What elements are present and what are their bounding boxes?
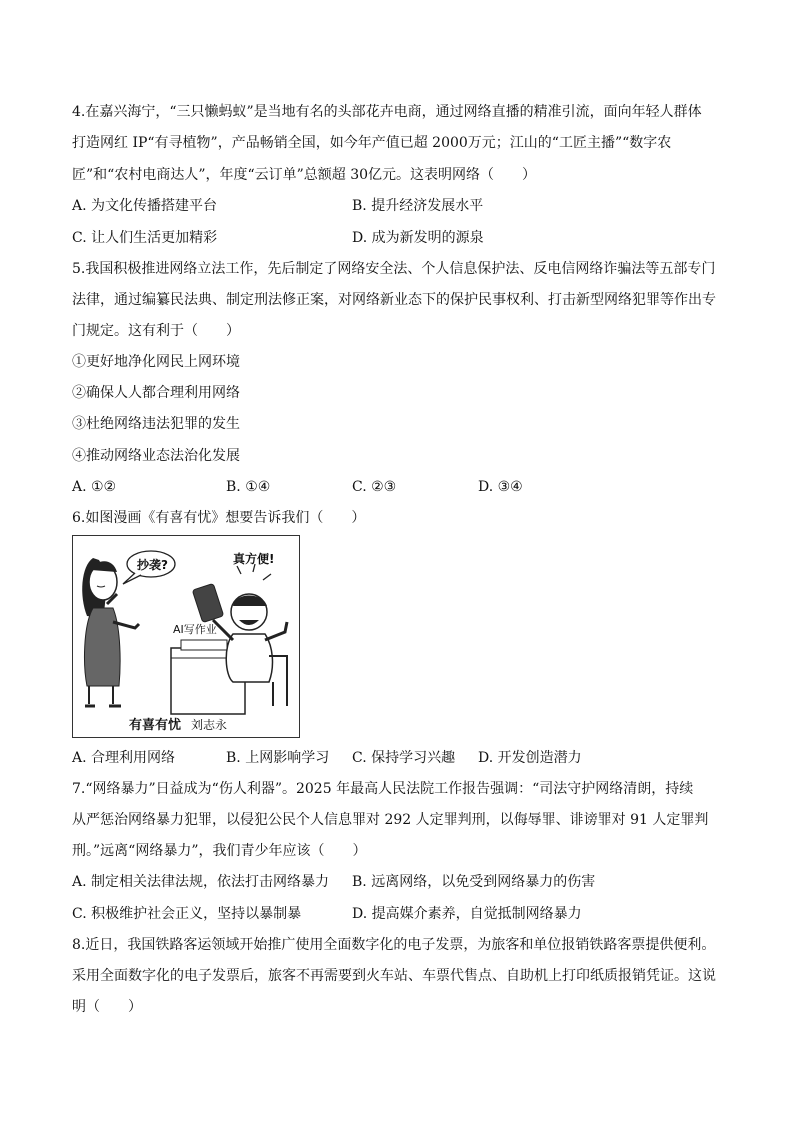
q7-line-2: 从严惩治网络暴力犯罪，以侵犯公民个人信息罪对 292 人定罪判刑，以侮辱罪、诽谤罪对 91 人定罪判	[72, 812, 709, 828]
q4-line-3: 匠”和“农村电商达人”，年度“云订单”总额超 30亿元。这表明网络（ ）	[72, 167, 537, 183]
q7-line-1: 7.“网络暴力”日益成为“伤人利器”。2025 年最高人民法院工作报告强调：“司法守护网络清朗，持续	[72, 781, 694, 797]
comic-screen-label: AI写作业	[173, 623, 217, 636]
q8-line-2: 采用全面数字化的电子发票后，旅客不再需要到火车站、车票代售点、自助机上打印纸质报销凭证。这说	[72, 968, 716, 984]
q7-option-b: B. 远离网络，以免受到网络暴力的伤害	[352, 874, 596, 890]
q6-option-c: C. 保持学习兴趣	[352, 750, 456, 766]
q5-line-1: 5.我国积极推进网络立法工作，先后制定了网络安全法、个人信息保护法、反电信网络诈骗法等五部专门	[72, 261, 716, 277]
q5-item-2: ②确保人人都合理利用网络	[72, 385, 240, 401]
q5-option-c: C. ②③	[352, 479, 397, 495]
q4-option-c: C. 让人们生活更加精彩	[72, 230, 218, 246]
q6-option-b: B. 上网影响学习	[226, 750, 330, 766]
q5-item-1: ①更好地净化网民上网环境	[72, 354, 240, 370]
q6-option-a: A. 合理利用网络	[72, 750, 176, 766]
q7-option-d: D. 提高媒介素养，自觉抵制网络暴力	[352, 906, 582, 922]
comic-bubble-left: 抄袭?	[137, 558, 168, 572]
q8-line-3: 明（ ）	[72, 999, 142, 1015]
q5-line-2: 法律，通过编纂民法典、制定刑法修正案，对网络新业态下的保护民事权利、打击新型网络犯罪等作出专	[72, 292, 716, 308]
q7-option-c: C. 积极维护社会正义，坚持以暴制暴	[72, 906, 302, 922]
q7-line-3: 刑。”远离“网络暴力”，我们青少年应该（ ）	[72, 843, 367, 859]
q5-option-d: D. ③④	[478, 479, 523, 495]
q7-option-a: A. 制定相关法律法规，依法打击网络暴力	[72, 874, 330, 890]
q6-option-d: D. 开发创造潜力	[478, 750, 582, 766]
q5-item-3: ③杜绝网络违法犯罪的发生	[72, 416, 240, 432]
q5-option-b: B. ①④	[226, 479, 271, 495]
q5-line-3: 门规定。这有利于（ ）	[72, 323, 240, 339]
q4-option-d: D. 成为新发明的源泉	[352, 230, 484, 246]
comic-image	[72, 535, 300, 738]
q5-option-a: A. ①②	[72, 479, 117, 495]
comic-caption	[129, 714, 227, 733]
q4-option-a: A. 为文化传播搭建平台	[72, 198, 218, 214]
q6-line-1: 6.如图漫画《有喜有忧》想要告诉我们（ ）	[72, 510, 366, 526]
q4-line-2: 打造网红 IP“有寻植物”，产品畅销全国，如今年产值已超 2000万元；江山的“工匠主播”“数字农	[72, 135, 672, 151]
q4-line-1: 4.在嘉兴海宁，“三只懒蚂蚁”是当地有名的头部花卉电商，通过网络直播的精准引流，面向年轻人群体	[72, 104, 702, 120]
comic-bubble-right: 真方便!	[233, 552, 275, 566]
comic-title: 有喜有忧	[129, 718, 182, 733]
q8-line-1: 8.近日，我国铁路客运领域开始推广使用全面数字化的电子发票，为旅客和单位报销铁路客票提供便利。	[72, 937, 716, 953]
q4-option-b: B. 提升经济发展水平	[352, 198, 484, 214]
comic-author: 刘志永	[191, 718, 228, 732]
q5-item-4: ④推动网络业态法治化发展	[72, 448, 240, 464]
